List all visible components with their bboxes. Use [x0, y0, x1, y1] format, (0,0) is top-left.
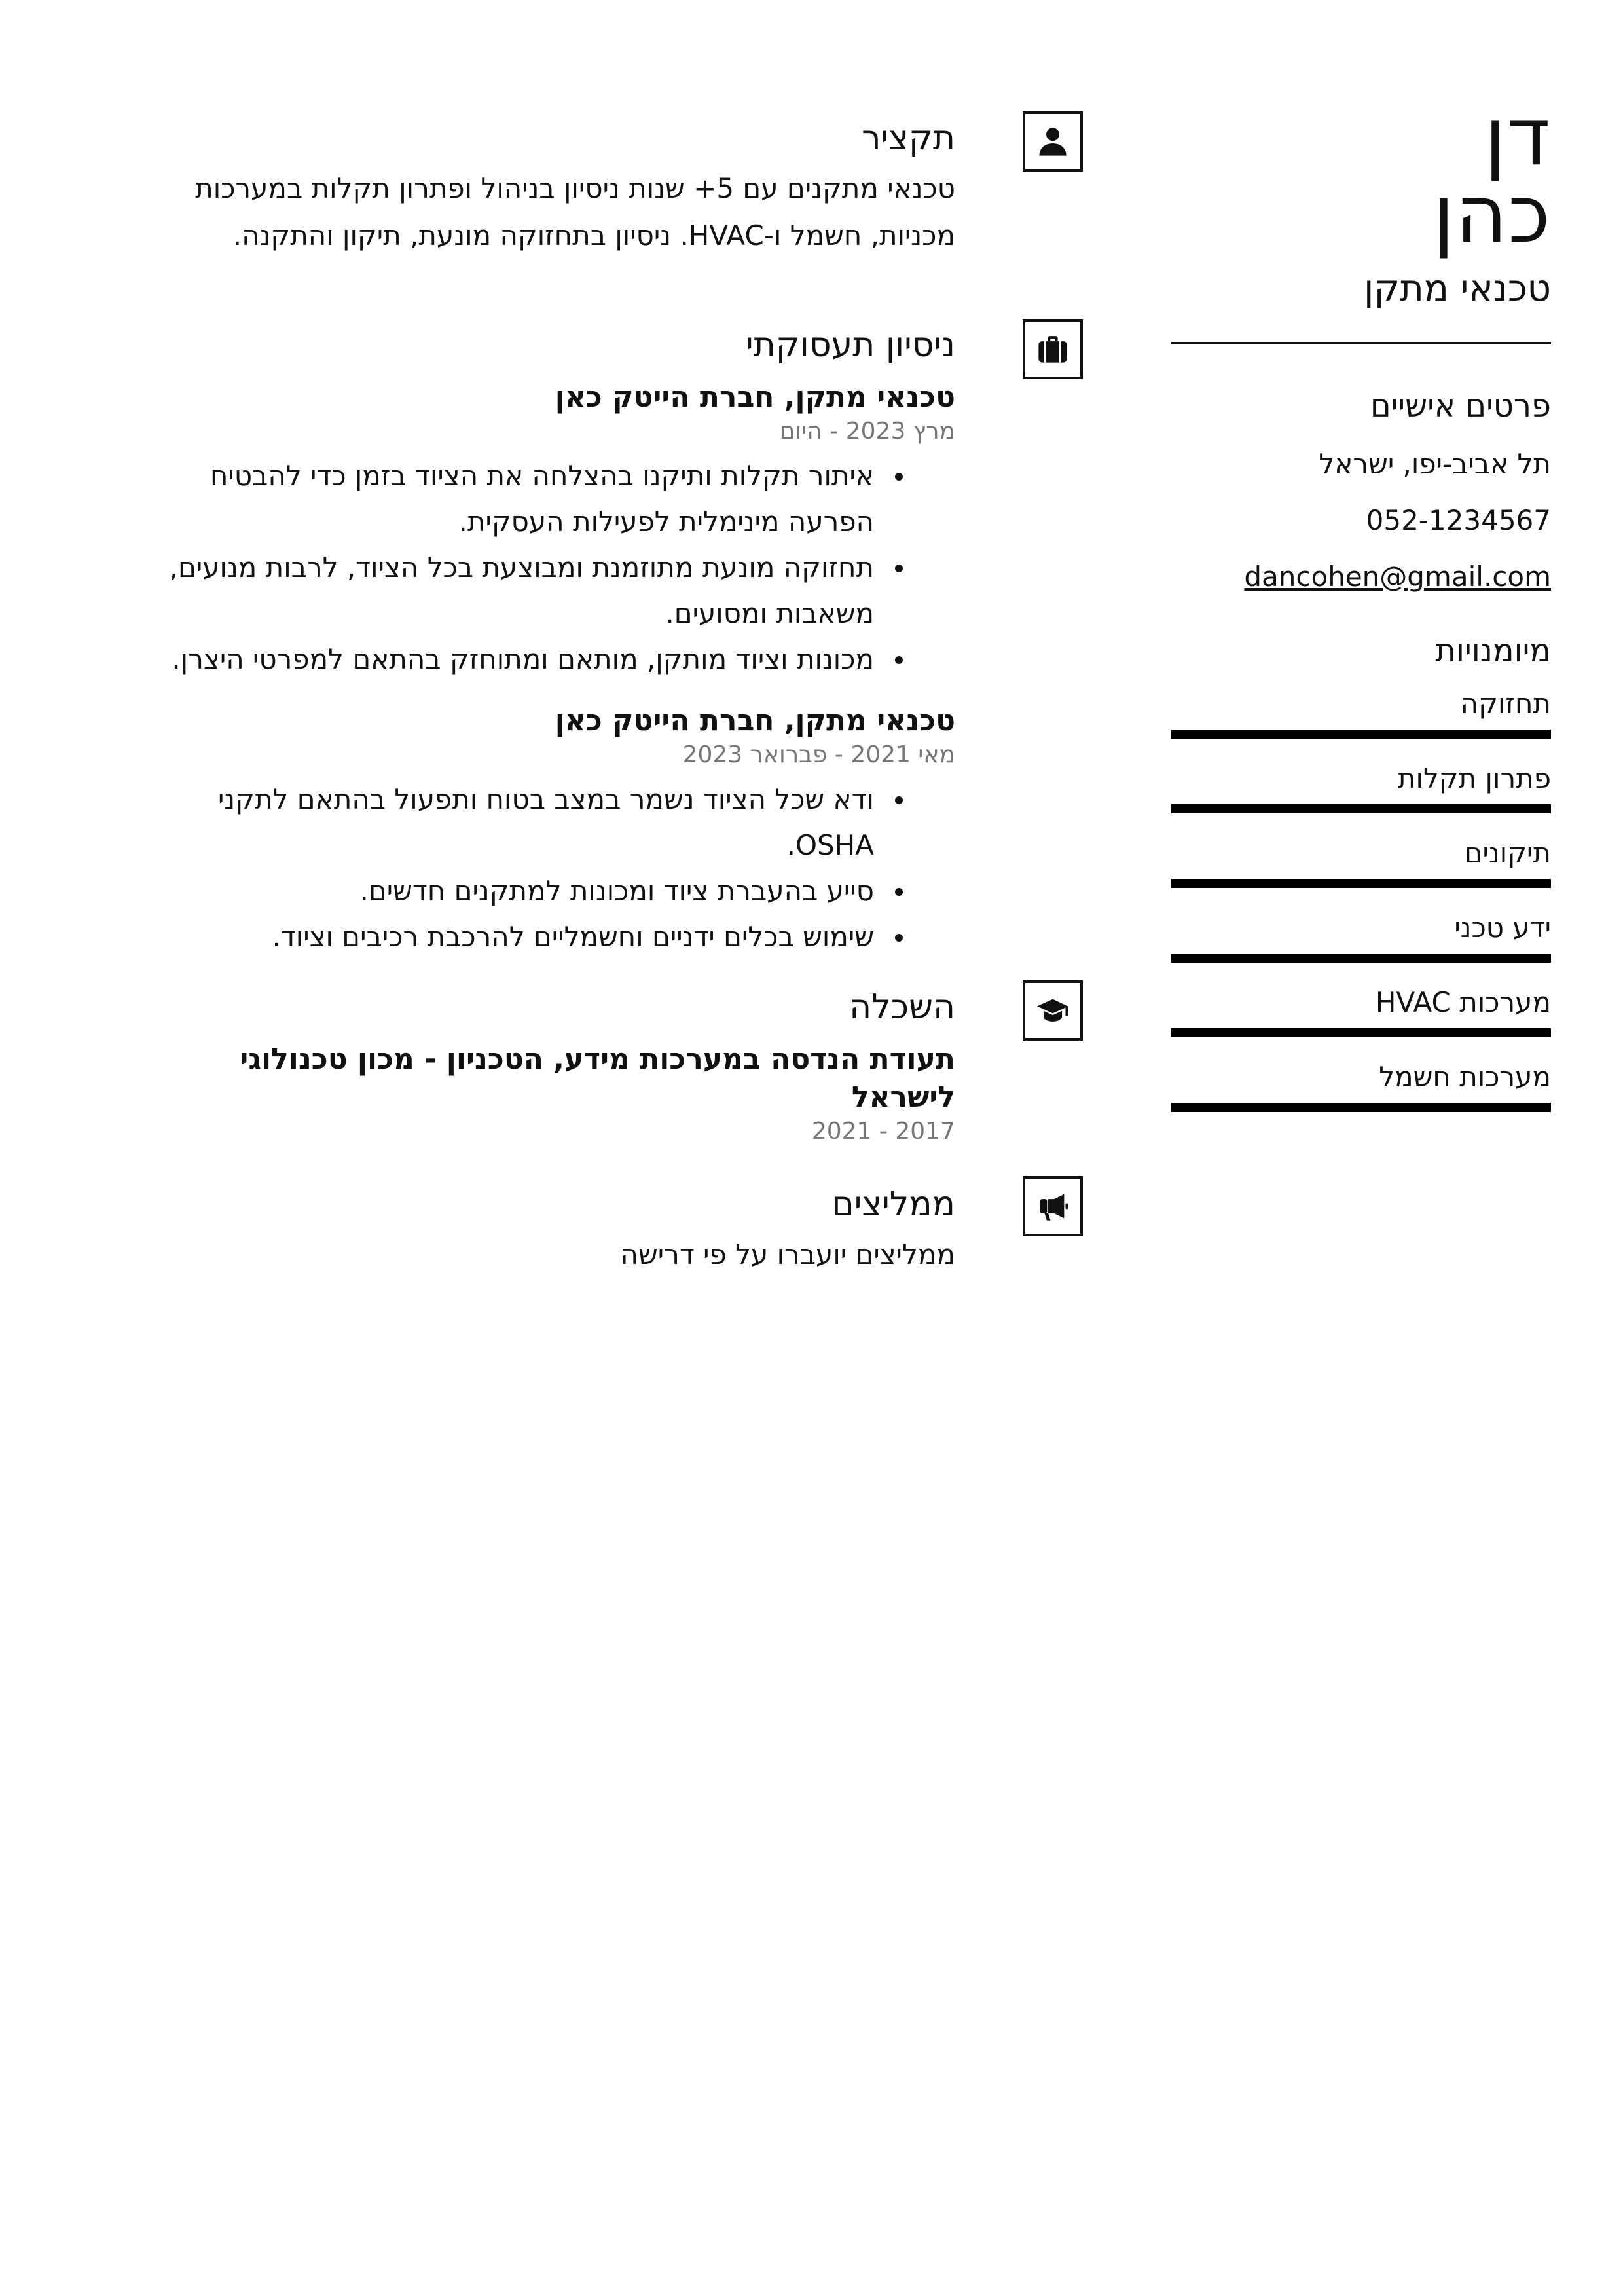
- phone: 052-1234567: [1366, 504, 1551, 536]
- skill-level-bar: [1171, 1103, 1551, 1112]
- skill-level-bar: [1171, 1028, 1551, 1037]
- briefcase-icon: [1023, 319, 1083, 379]
- skill-level-bar: [1171, 954, 1551, 963]
- graduation-cap-icon: [1023, 980, 1083, 1041]
- first-name: דן: [1484, 90, 1551, 183]
- references-text: ממליצים יועברו על פי דרישה: [620, 1238, 955, 1270]
- references-section: [143, 1183, 955, 1278]
- skill-item: [1171, 761, 1551, 813]
- skill-label: ידע טכני: [1454, 912, 1551, 944]
- skill-item: [1171, 910, 1551, 963]
- list-item: סייע בהעברת ציוד ומכונות למתקנים חדשים.: [143, 868, 955, 914]
- job-entry: [143, 702, 955, 960]
- list-item: שימוש בכלים ידניים וחשמליים להרכבת רכיבים וציוד.: [143, 914, 955, 960]
- summary-section: [143, 117, 955, 259]
- email-link[interactable]: dancohen@gmail.com: [1244, 561, 1551, 593]
- job-entry: [143, 379, 955, 682]
- list-item: מכונות וציוד מותקן, מותאם ומתוחזק בהתאם למפרטי היצרן.: [143, 637, 955, 682]
- education-heading: השכלה: [849, 988, 955, 1027]
- last-name: כהן: [1432, 168, 1551, 261]
- education-degree: תעודת הנדסה במערכות מידע, הטכניון - מכון טכנולוגי לישראל: [240, 1043, 955, 1114]
- skill-item: [1171, 686, 1551, 739]
- skill-level-bar: [1171, 730, 1551, 739]
- skill-item: [1171, 836, 1551, 888]
- skill-label: מערכות חשמל: [1379, 1061, 1551, 1093]
- job-bullets: [143, 777, 955, 960]
- skill-level-bar: [1171, 879, 1551, 888]
- list-item: ודא שכל הציוד נשמר במצב בטוח ותפעול בהתאם לתקני OSHA.: [143, 777, 955, 868]
- skill-item: [1171, 1060, 1551, 1112]
- job-role: טכנאי מתקן, חברת הייטק כאן: [555, 704, 955, 737]
- megaphone-icon: [1023, 1176, 1083, 1236]
- references-heading: ממליצים: [831, 1185, 955, 1224]
- skills-heading: מיומנויות: [1435, 633, 1551, 669]
- skill-label: תיקונים: [1464, 837, 1551, 869]
- skills: [1171, 631, 1551, 1112]
- skill-label: תחזוקה: [1460, 688, 1551, 720]
- list-item: תחזוקה מונעת מתוזמנת ומבוצעת בכל הציוד, לרבות מנועים, משאבות ומסועים.: [143, 545, 955, 637]
- job-dates: מאי 2021 - פברואר 2023: [682, 741, 955, 768]
- sidebar: [1171, 90, 1551, 1134]
- education-section: [143, 986, 955, 1147]
- education-dates: 2017 - 2021: [811, 1118, 955, 1145]
- summary-heading: תקציר: [862, 119, 955, 158]
- job-dates: מרץ 2023 - היום: [779, 418, 955, 445]
- skill-label: מערכות HVAC: [1375, 986, 1551, 1018]
- job-role: טכנאי מתקן, חברת הייטק כאן: [555, 380, 955, 414]
- job-bullets: [143, 453, 955, 682]
- experience-heading: ניסיון תעסוקתי: [745, 325, 955, 365]
- experience-section: [143, 324, 955, 960]
- job-title: טכנאי מתקן: [1364, 267, 1551, 310]
- divider: [1171, 342, 1551, 344]
- candidate-name: [1171, 90, 1551, 261]
- list-item: איתור תקלות ותיקנו בהצלחה את הציוד בזמן כדי להבטיח הפרעה מינימלית לפעילות העסקית.: [143, 453, 955, 545]
- skill-label: פתרון תקלות: [1397, 762, 1551, 794]
- location: תל אביב-יפו, ישראל: [1319, 448, 1551, 480]
- personal-details-heading: פרטים אישיים: [1370, 388, 1551, 424]
- summary-text: טכנאי מתקנים עם 5+ שנות ניסיון בניהול ופתרון תקלות במערכות מכניות, חשמל ו-HVAC. ניסיון בתחזוקה מונעת, תיקון והתקנה.: [195, 172, 955, 251]
- person-icon: [1023, 111, 1083, 172]
- skill-item: [1171, 985, 1551, 1037]
- personal-details: [1171, 386, 1551, 595]
- skill-level-bar: [1171, 804, 1551, 813]
